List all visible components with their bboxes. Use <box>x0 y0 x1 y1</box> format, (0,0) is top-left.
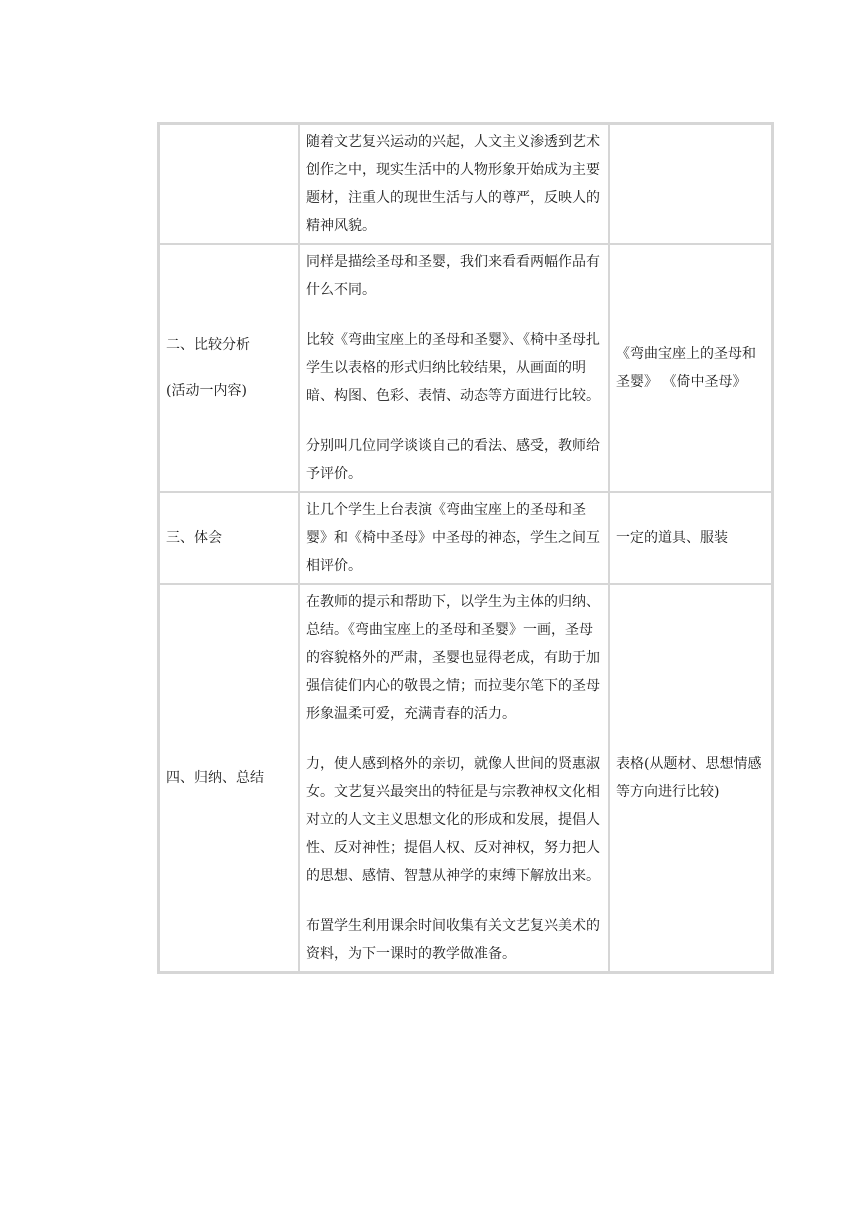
resource-text: 表格(从题材、思想情感等方向进行比较) <box>616 756 762 800</box>
activity-paragraph: 同样是描绘圣母和圣婴，我们来看看两幅作品有什么不同。 <box>306 254 600 298</box>
resource-cell <box>609 584 772 972</box>
table-row <box>159 124 772 244</box>
stage-label: 三、体会 <box>166 530 222 546</box>
stage-label: 二、比较分析 <box>166 337 250 353</box>
activity-cell <box>299 584 609 972</box>
activity-cell <box>299 124 609 244</box>
stage-cell <box>159 244 299 492</box>
activity-paragraph: 让几个学生上台表演《弯曲宝座上的圣母和圣婴》和《椅中圣母》中圣母的神态，学生之间互相评价。 <box>306 502 600 574</box>
resource-text: 《弯曲宝座上的圣母和圣婴》 《倚中圣母》 <box>616 346 756 390</box>
table-row <box>159 244 772 492</box>
lesson-plan-table <box>157 122 774 974</box>
resource-cell <box>609 244 772 492</box>
activity-paragraph: 在教师的提示和帮助下，以学生为主体的归纳、总结。《弯曲宝座上的圣母和圣婴》一画，圣母的容貌格外的严肃，圣婴也显得老成，有助于加强信徒们内心的敬畏之情；而拉斐尔笔下的圣母形象温柔可爱，充满青春的活力。 <box>306 594 600 722</box>
stage-cell <box>159 492 299 584</box>
stage-label: 四、归纳、总结 <box>166 770 264 786</box>
resource-cell <box>609 124 772 244</box>
table-row <box>159 492 772 584</box>
stage-sublabel: (活动一内容) <box>166 383 247 399</box>
resource-cell <box>609 492 772 584</box>
activity-cell <box>299 492 609 584</box>
table-row <box>159 584 772 972</box>
activity-paragraph: 力，使人感到格外的亲切，就像人世间的贤惠淑女。文艺复兴最突出的特征是与宗教神权文化相对立的人文主义思想文化的形成和发展，提倡人性、反对神性；提倡人权、反对神权，努力把人的思想、感情、智慧从神学的束缚下解放出来。 <box>306 756 600 884</box>
activity-paragraph: 分别叫几位同学谈谈自己的看法、感受，教师给予评价。 <box>306 438 600 482</box>
resource-text: 一定的道具、服装 <box>616 530 728 546</box>
activity-paragraph: 布置学生利用课余时间收集有关文艺复兴美术的资料，为下一课时的教学做准备。 <box>306 918 600 962</box>
activity-cell <box>299 244 609 492</box>
activity-paragraph: 随着文艺复兴运动的兴起，人文主义渗透到艺术创作之中，现实生活中的人物形象开始成为主要题材，注重人的现世生活与人的尊严，反映人的精神风貌。 <box>306 134 600 234</box>
stage-cell <box>159 124 299 244</box>
activity-paragraph: 比较《弯曲宝座上的圣母和圣婴》、《椅中圣母扎 学生以表格的形式归纳比较结果，从画面的明暗、构图、色彩、表情、动态等方面进行比较。 <box>306 332 600 404</box>
stage-cell <box>159 584 299 972</box>
